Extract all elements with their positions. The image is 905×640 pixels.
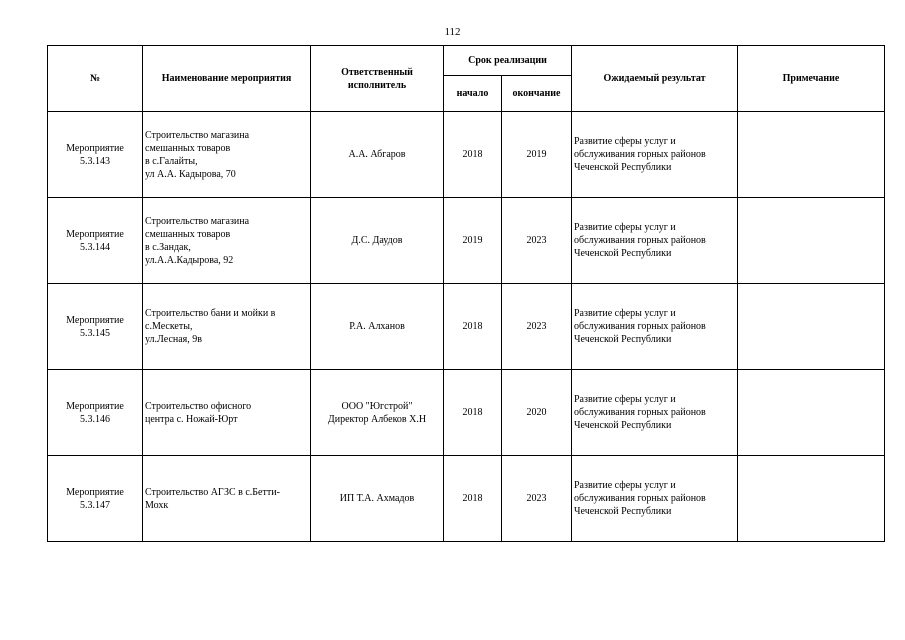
end-year: 2023: [502, 284, 572, 370]
responsible-executor: ООО "Югстрой" Директор Албеков Х.Н: [311, 370, 444, 456]
header-responsible-executor: Ответственный исполнитель: [311, 46, 444, 112]
note: [738, 456, 885, 542]
start-year: 2018: [444, 112, 502, 198]
header-measure-name: Наименование мероприятия: [143, 46, 311, 112]
table-row: [48, 112, 885, 198]
end-year: 2019: [502, 112, 572, 198]
responsible-executor: Д.С. Даудов: [311, 198, 444, 284]
measures-table: [47, 45, 885, 542]
end-year: 2020: [502, 370, 572, 456]
start-year: 2018: [444, 370, 502, 456]
expected-result: Развитие сферы услуг и обслуживания горных районов Чеченской Республики: [572, 112, 738, 198]
note: [738, 112, 885, 198]
note: [738, 284, 885, 370]
start-year: 2018: [444, 284, 502, 370]
header-number: №: [48, 46, 143, 112]
header-row: [48, 46, 885, 76]
measure-name: Строительство магазина смешанных товаров в с.Зандак, ул.А.А.Кадырова, 92: [143, 198, 311, 284]
note: [738, 198, 885, 284]
expected-result: Развитие сферы услуг и обслуживания горных районов Чеченской Республики: [572, 456, 738, 542]
measure-number: Мероприятие 5.3.146: [48, 370, 143, 456]
table-row: [48, 284, 885, 370]
measure-number: Мероприятие 5.3.147: [48, 456, 143, 542]
header-implementation-term: Срок реализации: [444, 46, 572, 76]
page-number: 112: [444, 26, 461, 38]
responsible-executor: ИП Т.А. Ахмадов: [311, 456, 444, 542]
header-note: Примечание: [738, 46, 885, 112]
table-row: [48, 198, 885, 284]
responsible-executor: Р.А. Алханов: [311, 284, 444, 370]
measure-number: Мероприятие 5.3.143: [48, 112, 143, 198]
start-year: 2019: [444, 198, 502, 284]
measure-number: Мероприятие 5.3.144: [48, 198, 143, 284]
measure-name: Строительство магазина смешанных товаров в с.Галайты, ул А.А. Кадырова, 70: [143, 112, 311, 198]
note: [738, 370, 885, 456]
measure-number: Мероприятие 5.3.145: [48, 284, 143, 370]
responsible-executor: А.А. Абгаров: [311, 112, 444, 198]
header-end: окончание: [502, 76, 572, 112]
expected-result: Развитие сферы услуг и обслуживания горных районов Чеченской Республики: [572, 370, 738, 456]
header-start: начало: [444, 76, 502, 112]
measure-name: Строительство офисного центра с. Ножай-Юрт: [143, 370, 311, 456]
start-year: 2018: [444, 456, 502, 542]
table-row: [48, 456, 885, 542]
end-year: 2023: [502, 456, 572, 542]
header-expected-result: Ожидаемый результат: [572, 46, 738, 112]
end-year: 2023: [502, 198, 572, 284]
expected-result: Развитие сферы услуг и обслуживания горных районов Чеченской Республики: [572, 198, 738, 284]
measure-name: Строительство АГЗС в с.Бетти- Мохк: [143, 456, 311, 542]
measure-name: Строительство бани и мойки в с.Мескеты, ул.Лесная, 9в: [143, 284, 311, 370]
expected-result: Развитие сферы услуг и обслуживания горных районов Чеченской Республики: [572, 284, 738, 370]
table-row: [48, 370, 885, 456]
